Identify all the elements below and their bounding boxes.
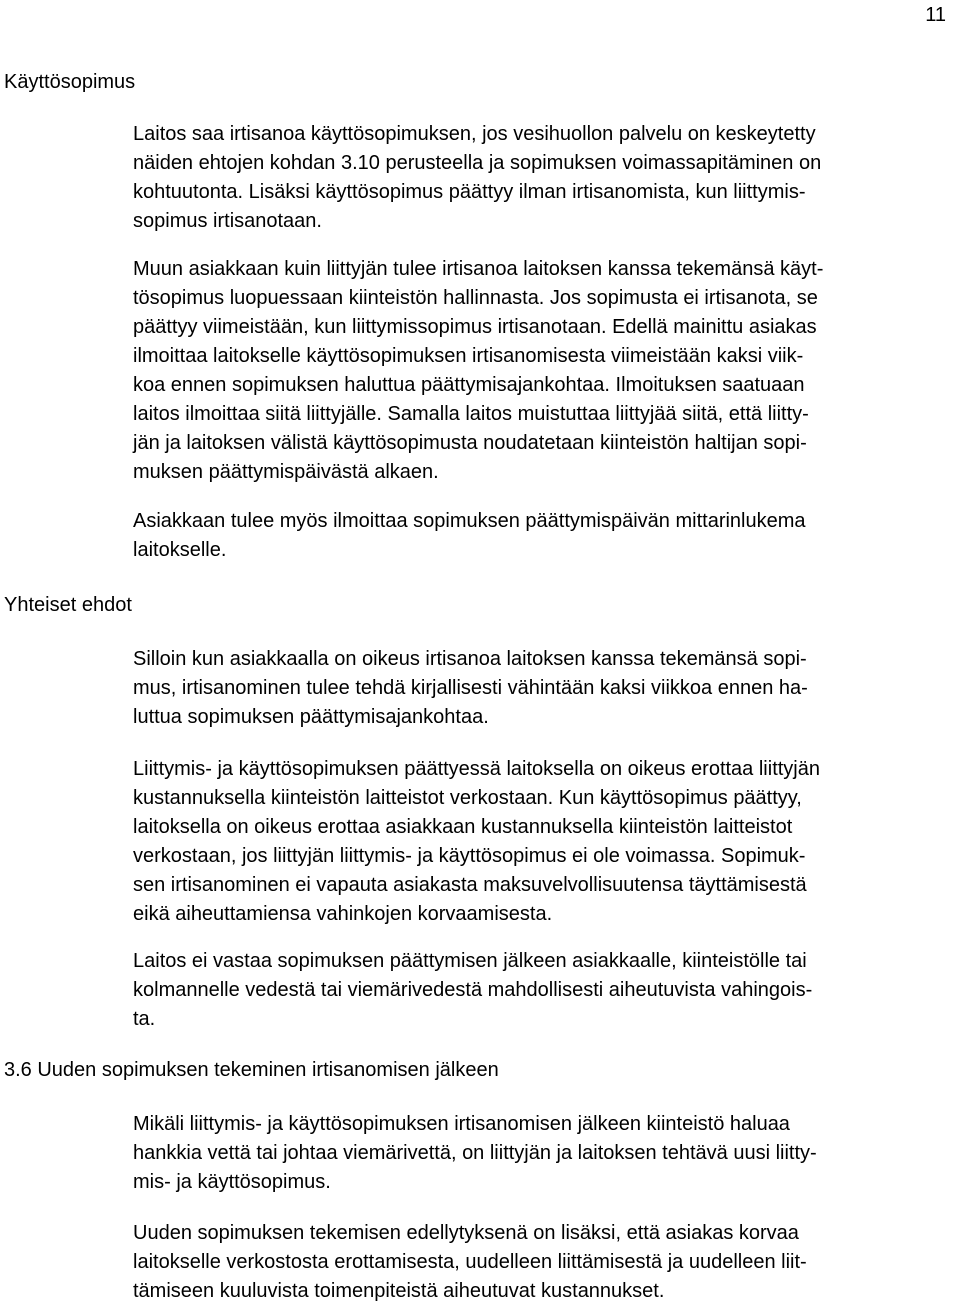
text-line: päättyy viimeistään, kun liittymissopimus irtisanotaan. Edellä mainittu asiakas [133,316,817,338]
text-line: sen irtisanominen ei vapauta asiakasta maksuvelvollisuutensa täyttämisestä [133,874,807,896]
text-line: eikä aiheuttamiensa vahinkojen korvaamisesta. [133,903,553,925]
text-line: Muun asiakkaan kuin liittyjän tulee irtisanoa laitoksen kanssa tekemänsä käyt- [133,258,824,280]
text-line: jän ja laitoksen välistä käyttösopimusta noudatetaan kiinteistön haltijan sopi- [133,432,807,454]
text-line: laitokselle. [133,539,227,561]
heading-kayttosopimus: Käyttösopimus [4,71,136,93]
text-line: Asiakkaan tulee myös ilmoittaa sopimuksen päättymispäivän mittarinlukema [133,510,806,532]
text-line: tämiseen kuuluvista toimenpiteistä aiheutuvat kustannukset. [133,1280,665,1302]
text-line: muksen päättymispäivästä alkaen. [133,461,439,483]
text-line: Liittymis- ja käyttösopimuksen päättyessä laitoksella on oikeus erottaa liittyjän [133,758,820,780]
paragraph-reconnection-costs [133,1219,955,1306]
paragraph-written-notice [133,645,955,732]
text-line: laitokselle verkostosta erottamisesta, uudelleen liittämisestä ja uudelleen liit- [133,1251,807,1273]
text-line: Laitos ei vastaa sopimuksen päättymisen jälkeen asiakkaalle, kiinteistölle tai [133,950,807,972]
page-number: 11 [925,4,946,26]
heading-yhteiset-ehdot: Yhteiset ehdot [4,594,132,616]
text-line: laitos ilmoittaa siitä liittyjälle. Samalla laitos muistuttaa liittyjää siitä, että liitty- [133,403,809,425]
paragraph-meter-reading [133,507,955,565]
text-line: Mikäli liittymis- ja käyttösopimuksen irtisanomisen jälkeen kiinteistö haluaa [133,1113,790,1135]
paragraph-disconnection [133,755,955,929]
text-line: ilmoittaa laitokselle käyttösopimuksen irtisanomisesta viimeistään kaksi viik- [133,345,804,367]
text-line: kolmannelle vedestä tai viemärivedestä mahdollisesti aiheutuvista vahingois- [133,979,813,1001]
text-line: Laitos saa irtisanoa käyttösopimuksen, jos vesihuollon palvelu on keskeytetty [133,123,816,145]
paragraph-termination-by-utility [133,120,955,236]
text-line: kohtuutonta. Lisäksi käyttösopimus päättyy ilman irtisanomista, kun liittymis- [133,181,806,203]
text-line: Silloin kun asiakkaalla on oikeus irtisanoa laitoksen kanssa tekemänsä sopi- [133,648,807,670]
text-line: ta. [133,1008,156,1030]
paragraph-termination-by-customer [133,255,955,487]
text-line: kustannuksella kiinteistön laitteistot verkostaan. Kun käyttösopimus päättyy, [133,787,802,809]
text-line: koa ennen sopimuksen haluttua päättymisajankohtaa. Ilmoituksen saatuaan [133,374,805,396]
paragraph-liability [133,947,955,1034]
text-line: näiden ehtojen kohdan 3.10 perusteella ja sopimuksen voimassapitäminen on [133,152,822,174]
text-line: luttua sopimuksen päättymisajankohtaa. [133,706,489,728]
paragraph-new-agreement [133,1110,955,1197]
text-line: mis- ja käyttösopimus. [133,1171,331,1193]
text-line: laitoksella on oikeus erottaa asiakkaan kustannuksella kiinteistön laitteistot [133,816,793,838]
text-line: verkostaan, jos liittyjän liittymis- ja käyttösopimus ei ole voimassa. Sopimuk- [133,845,806,867]
text-line: tösopimus luopuessaan kiinteistön hallinnasta. Jos sopimusta ei irtisanota, se [133,287,818,309]
text-line: mus, irtisanominen tulee tehdä kirjallisesti vähintään kaksi viikkoa ennen ha- [133,677,808,699]
heading-section-3-6: 3.6 Uuden sopimuksen tekeminen irtisanomisen jälkeen [4,1059,499,1081]
text-line: hankkia vettä tai johtaa viemärivettä, on liittyjän ja laitoksen tehtävä uusi liitty- [133,1142,817,1164]
text-line: Uuden sopimuksen tekemisen edellytyksenä on lisäksi, että asiakas korvaa [133,1222,799,1244]
text-line: sopimus irtisanotaan. [133,210,322,232]
